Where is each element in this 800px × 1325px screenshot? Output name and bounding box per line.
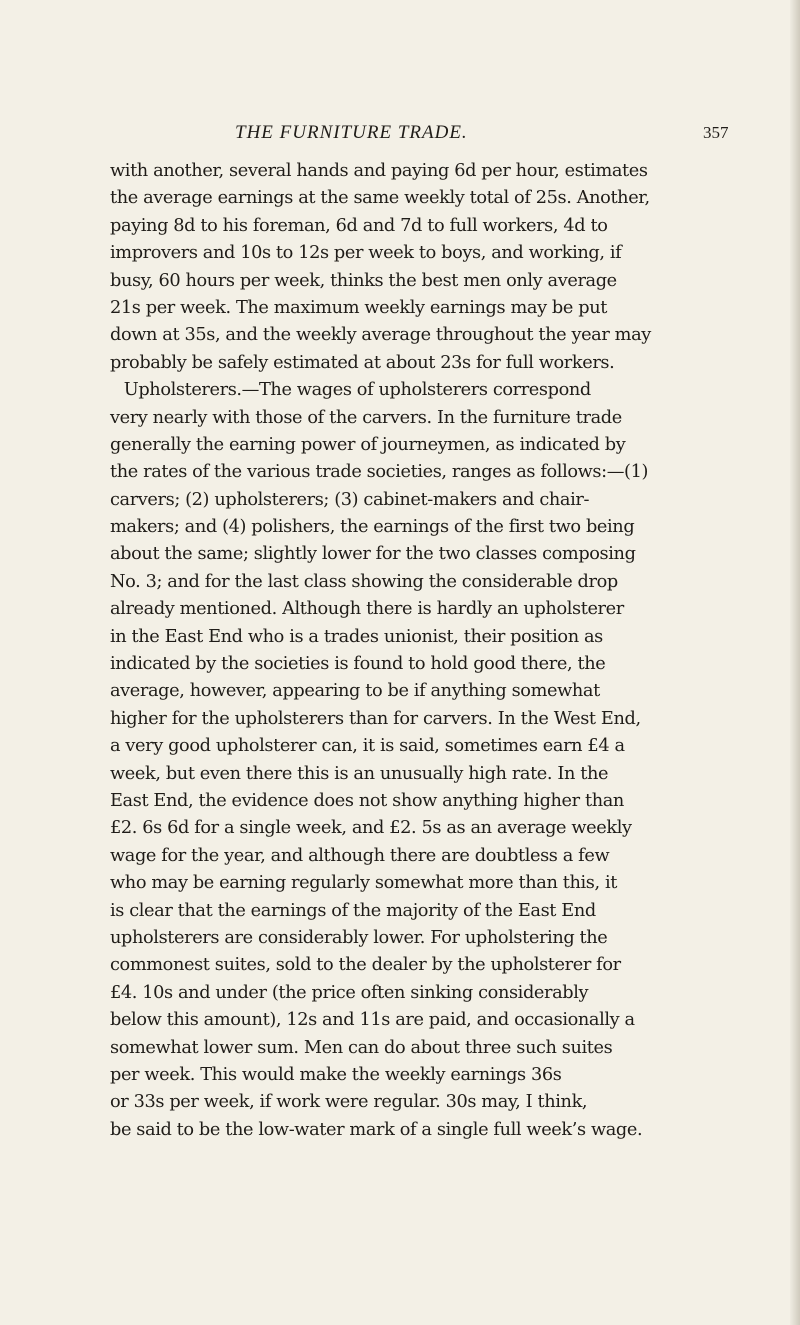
text-line: or 33s per week, if work were regular. 30s may, I think, — [110, 1091, 588, 1113]
text-line: already mentioned. Although there is hardly an upholsterer — [110, 598, 624, 620]
text-line: is clear that the earnings of the majority of the East End — [110, 899, 596, 921]
text-line: £4. 10s and under (the price often sinking considerably — [110, 981, 589, 1003]
text-line: upholsterers are considerably lower. For upholstering the — [110, 926, 608, 948]
paragraph — [110, 157, 790, 376]
running-head: THE FURNITURE TRADE. — [235, 122, 468, 143]
text-line: carvers; (2) upholsterers; (3) cabinet-makers and chair- — [110, 488, 590, 510]
text-line: indicated by the societies is found to hold good there, the — [110, 653, 606, 675]
text-line: the rates of the various trade societies, ranges as follows:—(1) — [110, 461, 648, 483]
text-line: 21s per week. The maximum weekly earnings may be put — [110, 296, 607, 318]
text-line: paying 8d to his foreman, 6d and 7d to full workers, 4d to — [110, 214, 608, 236]
page-edge — [790, 0, 800, 1325]
text-line: about the same; slightly lower for the two classes composing — [110, 543, 636, 565]
text-line: makers; and (4) polishers, the earnings of the first two being — [110, 516, 635, 538]
page-header — [0, 118, 800, 148]
text-line: £2. 6s 6d for a single week, and £2. 5s as an average weekly — [110, 817, 632, 839]
text-line: commonest suites, sold to the dealer by the upholsterer for — [110, 954, 621, 976]
text-line: Upholsterers.—The wages of upholsterers correspond — [123, 379, 591, 401]
text-line: higher for the upholsterers than for carvers. In the West End, — [110, 707, 641, 729]
page-number: 357 — [703, 123, 729, 142]
text-line: generally the earning power of journeymen, as indicated by — [110, 433, 626, 455]
text-line: No. 3; and for the last class showing the considerable drop — [110, 570, 618, 592]
text-line: below this amount), 12s and 11s are paid, and occasionally a — [110, 1009, 635, 1031]
text-line: down at 35s, and the weekly average throughout the year may — [110, 324, 651, 346]
paragraph — [110, 376, 790, 1143]
text-line: who may be earning regularly somewhat more than this, it — [110, 872, 617, 894]
text-line: probably be safely estimated at about 23s for full workers. — [110, 351, 615, 373]
text-line: in the East End who is a trades unionist, their position as — [110, 625, 603, 647]
text-line: with another, several hands and paying 6d per hour, estimates — [110, 160, 648, 181]
text-line: per week. This would make the weekly earnings 36s — [110, 1063, 562, 1085]
text-line: a very good upholsterer can, it is said, sometimes earn £4 a — [110, 735, 625, 757]
text-line: somewhat lower sum. Men can do about three such suites — [110, 1036, 613, 1058]
text-line: improvers and 10s to 12s per week to boys, and working, if — [110, 242, 622, 264]
text-line: average, however, appearing to be if anything somewhat — [110, 680, 600, 702]
text-line: busy, 60 hours per week, thinks the best men only average — [110, 269, 617, 291]
text-line: the average earnings at the same weekly total of 25s. Another, — [110, 187, 650, 209]
text-line: very nearly with those of the carvers. In the furniture trade — [110, 406, 622, 428]
text-line: be said to be the low-water mark of a single full week’s wage. — [110, 1118, 643, 1140]
body-text — [110, 157, 790, 1143]
text-line: wage for the year, and although there are doubtless a few — [110, 844, 610, 866]
text-line: East End, the evidence does not show anything higher than — [110, 789, 624, 811]
text-line: week, but even there this is an unusually high rate. In the — [110, 762, 609, 784]
